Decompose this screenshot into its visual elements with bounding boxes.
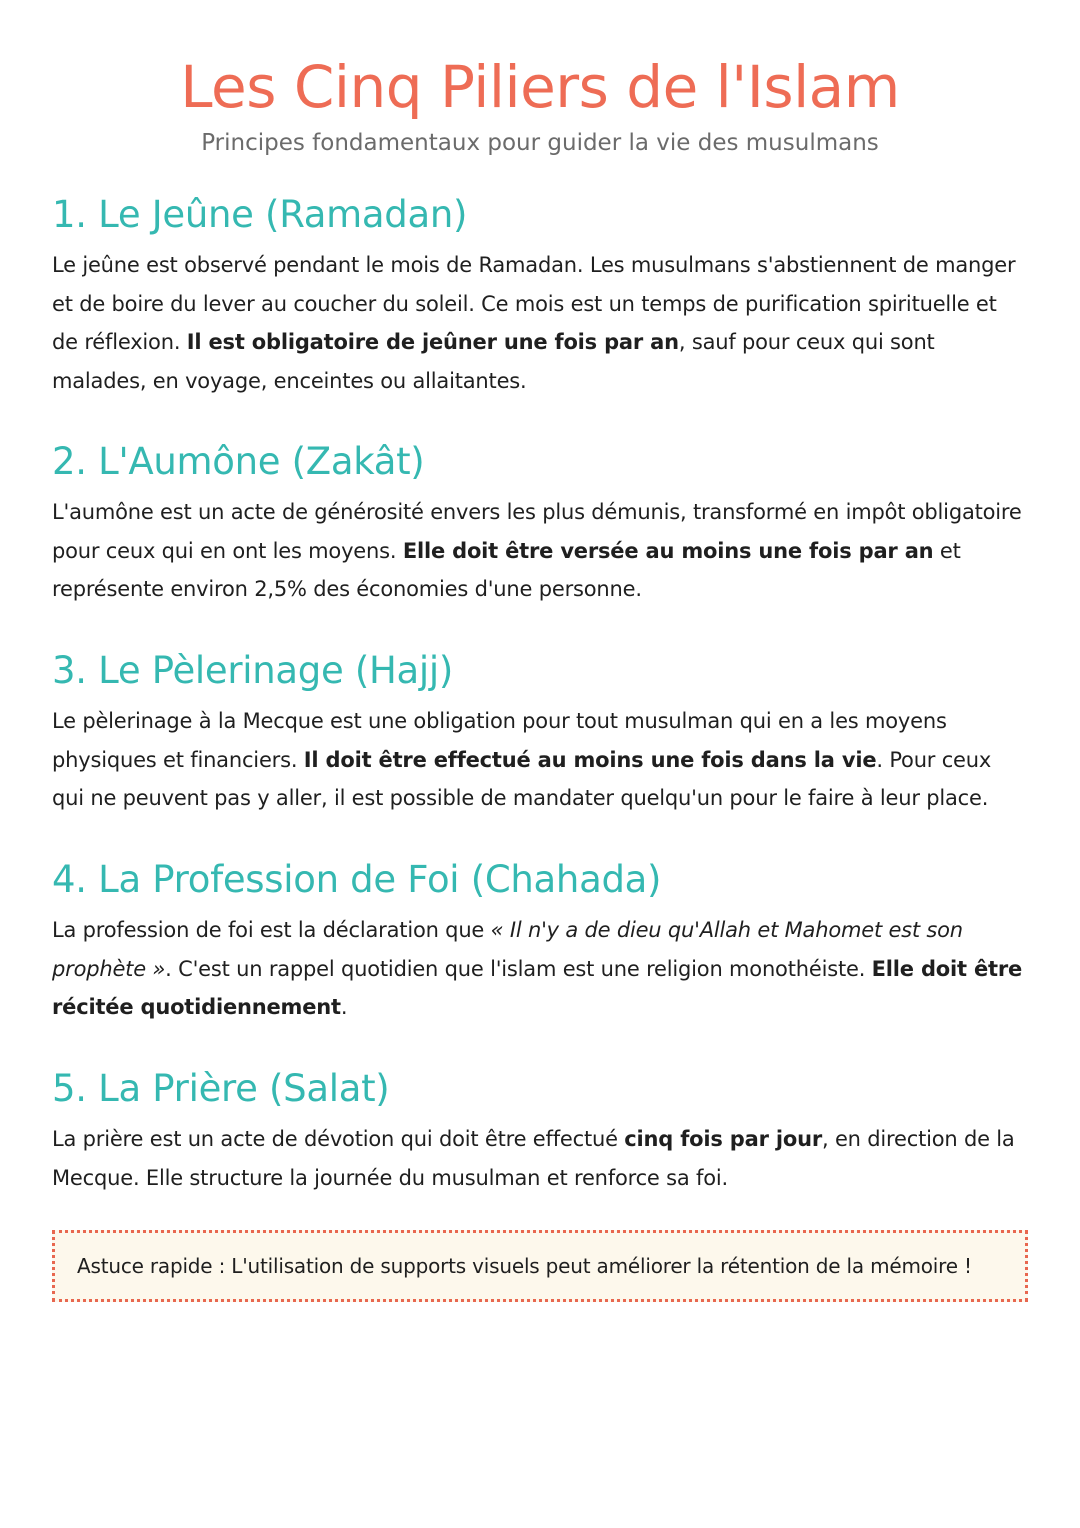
section-paragraph: [52, 1120, 1028, 1197]
paragraph-text: , sauf pour ceux qui sont malades, en voyage, enceintes ou allaitantes.: [52, 330, 935, 393]
paragraph-emphasis: cinq fois par jour: [624, 1127, 823, 1151]
section-pilgrimage: [52, 648, 1028, 818]
paragraph-quote: « Il n'y a de dieu qu'Allah et Mahomet est son prophète »: [52, 918, 963, 981]
paragraph-text: et représente environ 2,5% des économies d'une personne.: [52, 538, 961, 601]
section-fasting: [52, 192, 1028, 400]
section-heading: 3. Le Pèlerinage (Hajj): [52, 649, 454, 692]
paragraph-text: Le pèlerinage à la Mecque est une obligation pour tout musulman qui en a les moyens physiques et financiers.: [52, 709, 947, 772]
paragraph-emphasis: Il est obligatoire de jeûner une fois par an: [186, 330, 679, 354]
section-paragraph: [52, 911, 1028, 1027]
paragraph-text: L'aumône est un acte de générosité envers les plus démunis, transformé en impôt obligatoire pour ceux qui en ont les moyens.: [52, 500, 1022, 563]
paragraph-text: , en direction de la Mecque. Elle structure la journée du musulman et renforce sa foi.: [52, 1127, 1015, 1190]
section-paragraph: [52, 246, 1028, 400]
paragraph-emphasis: Elle doit être versée au moins une fois par an: [402, 538, 934, 563]
paragraph-text: . C'est un rappel quotidien que l'islam est une religion monothéiste.: [165, 956, 872, 981]
paragraph-emphasis: Elle doit être récitée quotidiennement: [52, 956, 1023, 1019]
paragraph-text: La profession de foi est la déclaration que: [52, 918, 491, 942]
section-paragraph: [52, 702, 1028, 818]
section-paragraph: [52, 493, 1028, 609]
section-heading: 4. La Profession de Foi (Chahada): [52, 858, 662, 901]
paragraph-emphasis: Il doit être effectué au moins une fois dans la vie: [303, 747, 877, 772]
page-title: Les Cinq Piliers de l'Islam: [180, 53, 900, 121]
page-subtitle: Principes fondamentaux pour guider la vie des musulmans: [201, 130, 879, 156]
section-prayer: [52, 1066, 1028, 1197]
paragraph-text: La prière est un acte de dévotion qui doit être effectué: [52, 1127, 625, 1151]
section-profession-of-faith: [52, 857, 1028, 1027]
paragraph-text: .: [340, 995, 348, 1019]
paragraph-text: Le jeûne est observé pendant le mois de Ramadan. Les musulmans s'abstiennent de manger et de boire du lever au coucher du soleil. Ce mois est un temps de purification spirituelle et de réflexion.: [52, 253, 1016, 354]
tip-text: Astuce rapide : L'utilisation de supports visuels peut améliorer la rétention de la mémoire !: [77, 1254, 972, 1278]
section-heading: 5. La Prière (Salat): [52, 1067, 390, 1110]
section-almsgiving: [52, 439, 1028, 609]
section-heading: 2. L'Aumône (Zakât): [52, 440, 425, 483]
section-heading: 1. Le Jeûne (Ramadan): [52, 193, 468, 236]
tip-box: [52, 1230, 1028, 1302]
paragraph-text: . Pour ceux qui ne peuvent pas y aller, il est possible de mandater quelqu'un pour le faire à leur place.: [52, 747, 992, 810]
